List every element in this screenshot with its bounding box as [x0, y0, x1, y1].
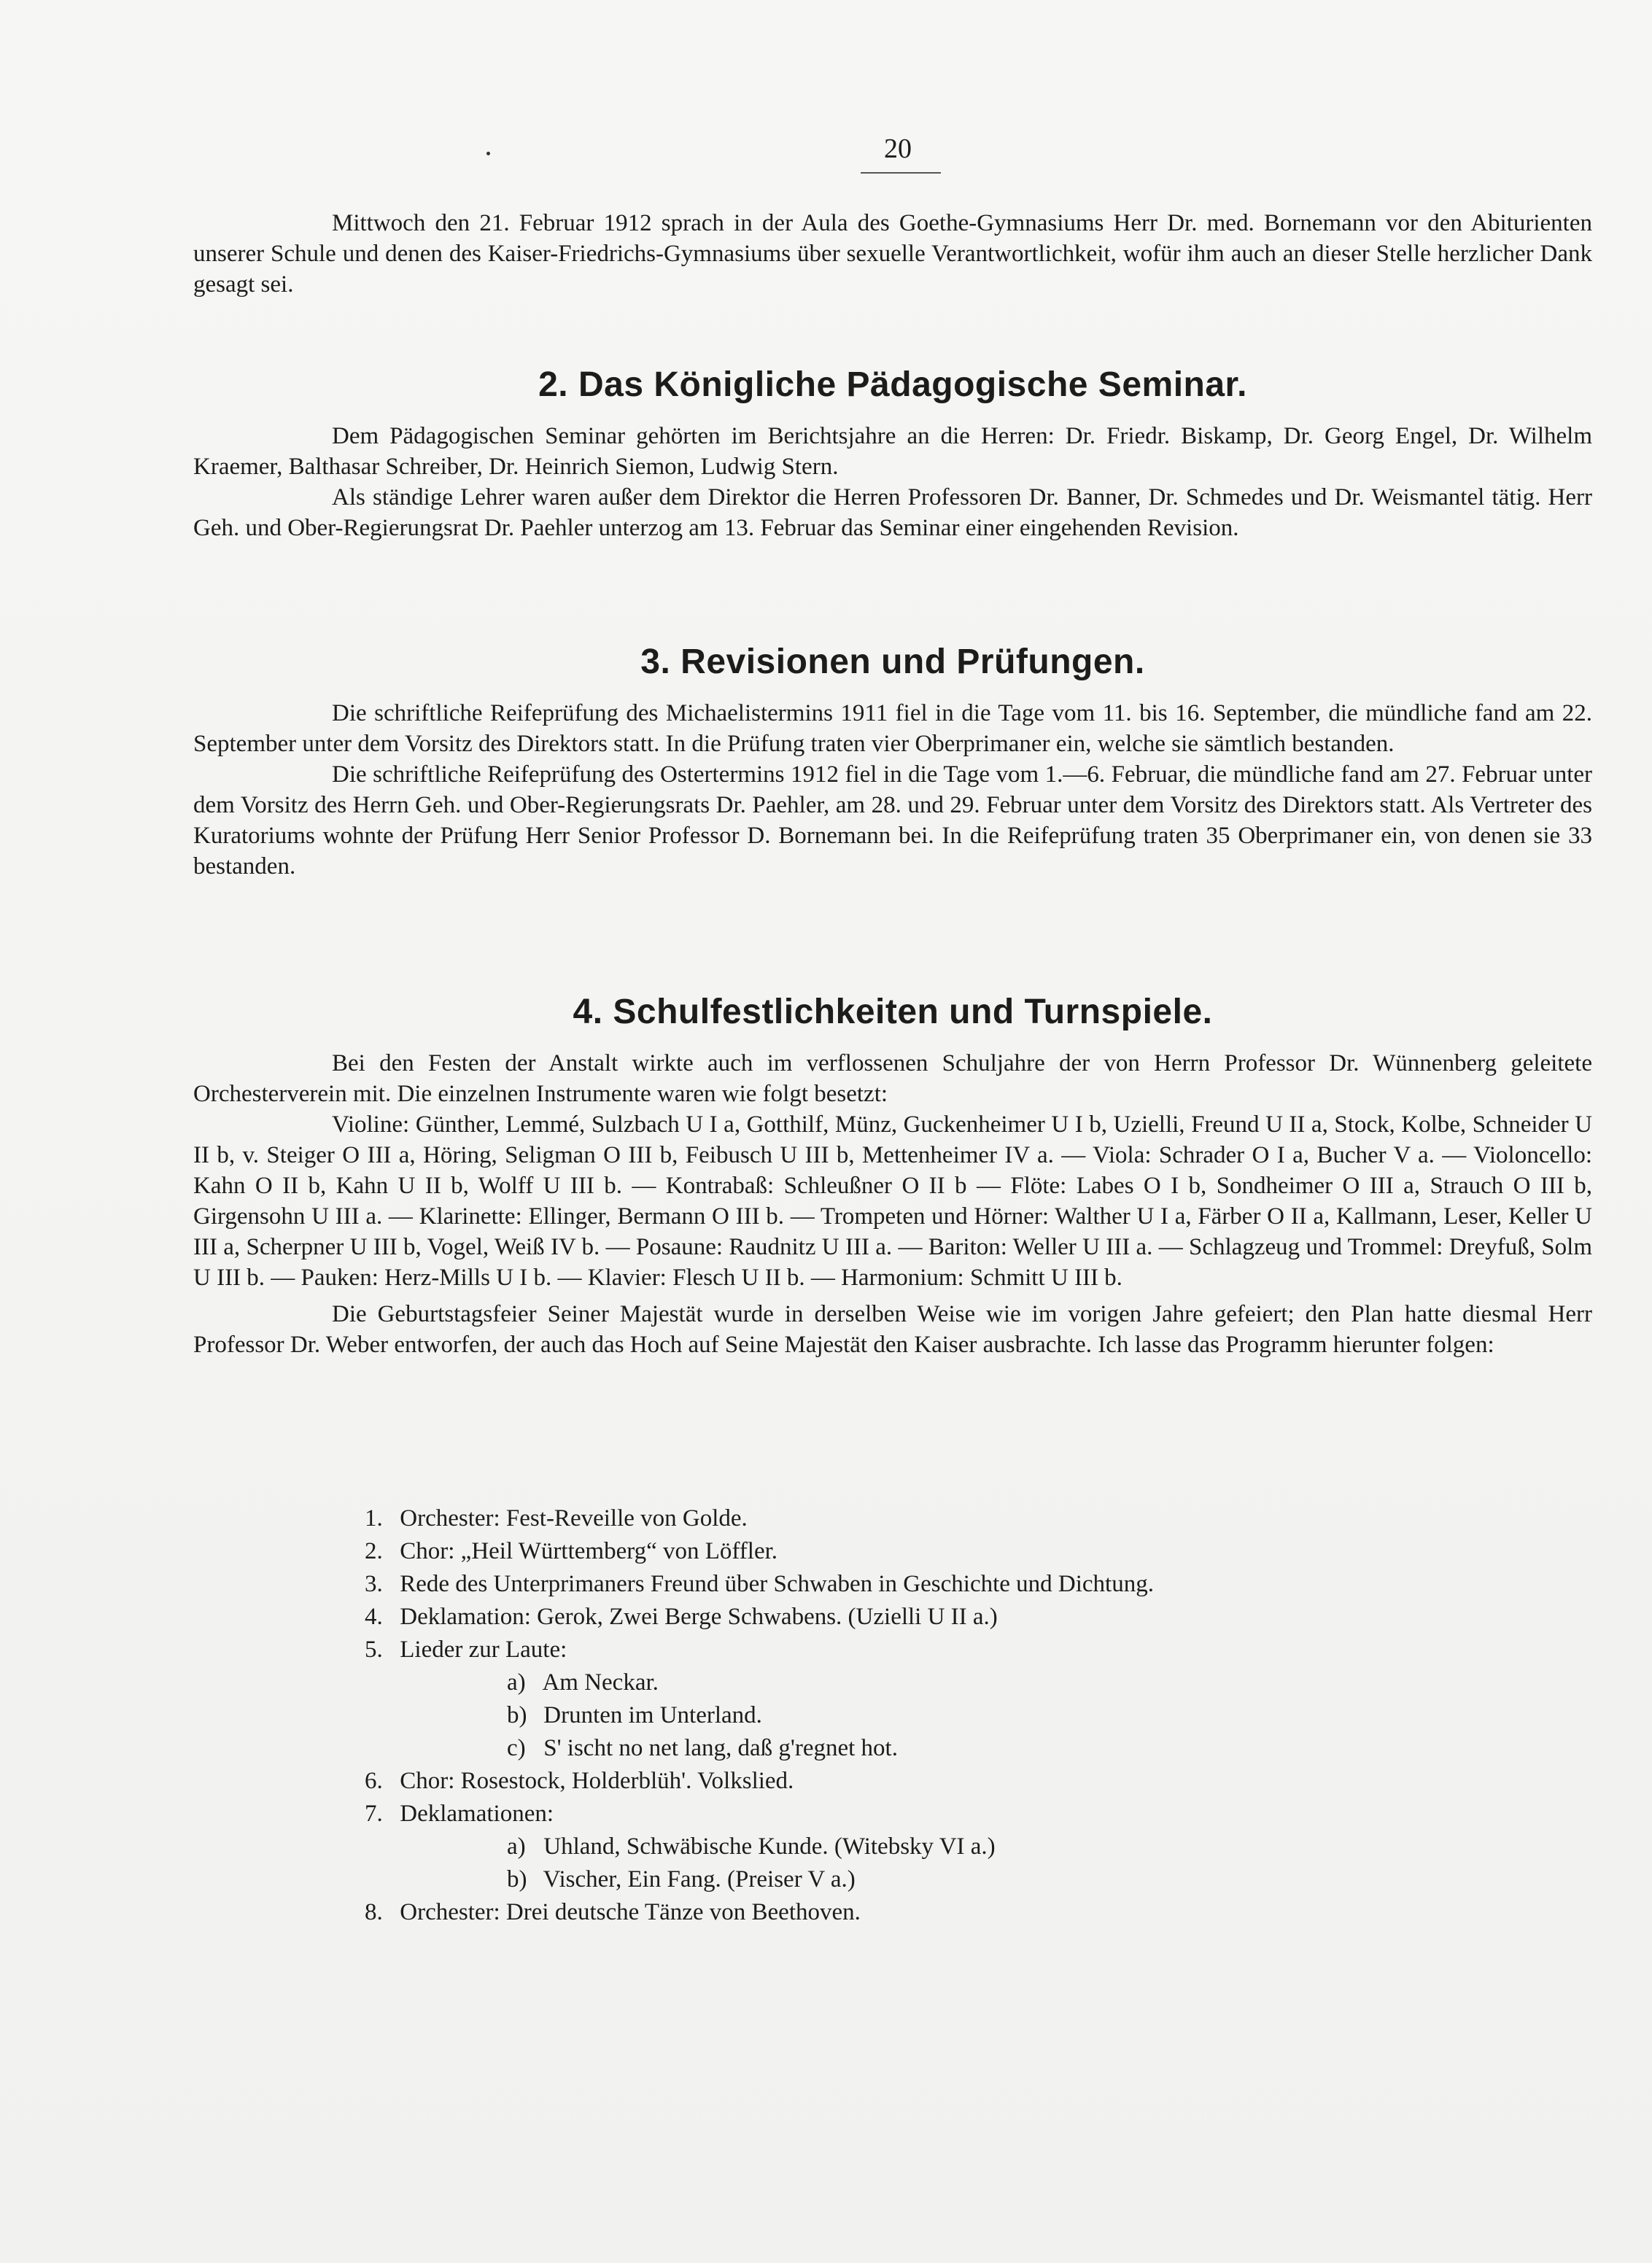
program-item-number: 1.	[365, 1505, 383, 1532]
program-subitem-text: Vischer, Ein Fang. (Preiser V a.)	[543, 1866, 856, 1893]
program-item-text: Lieder zur Laute:	[400, 1637, 567, 1663]
program-item-text: Chor: Rosestock, Holderblüh'. Volkslied.	[400, 1768, 794, 1794]
schulfest-paragraph-orchestra: Bei den Festen der Anstalt wirkte auch im verflossenen Schuljahre der von Herrn Professor Dr. Wünnenberg geleitete Orchesterverein mit. Die einzelnen Instrumente waren wie folgt besetzt:	[193, 1050, 1592, 1107]
program-subitem-text: Drunten im Unterland.	[543, 1702, 762, 1728]
program-subitem	[365, 1732, 1386, 1765]
program-subitem	[365, 1666, 1386, 1699]
program-item-number: 4.	[365, 1604, 383, 1630]
program-list	[365, 1502, 1386, 1929]
intro-paragraph: Mittwoch den 21. Februar 1912 sprach in der Aula des Goethe-Gymnasiums Herr Dr. med. Bornemann vor den Abiturienten unserer Schule und denen des Kaiser-Friedrichs-Gymnasiums über sexuelle Verantwortlichkeit, wofür ihm auch an dieser Stelle herzlicher Dank gesagt sei.	[193, 210, 1592, 298]
program-item	[365, 1601, 1386, 1634]
program-subitem-letter: c)	[507, 1735, 526, 1761]
program-item-number: 2.	[365, 1538, 383, 1564]
program-item	[365, 1634, 1386, 1666]
page-number: 20	[884, 133, 912, 164]
program-item-text: Deklamation: Gerok, Zwei Berge Schwabens. (Uzielli U II a.)	[400, 1604, 998, 1630]
program-item-number: 6.	[365, 1768, 383, 1794]
program-item-number: 5.	[365, 1637, 383, 1663]
intro-block	[193, 208, 1592, 300]
program-item-number: 3.	[365, 1571, 383, 1597]
program-item-text: Orchester: Drei deutsche Tänze von Beethoven.	[400, 1899, 861, 1925]
program-subitem-letter: a)	[507, 1833, 526, 1860]
program-subitem-text: Am Neckar.	[542, 1669, 659, 1696]
revisionen-paragraph-michaelis: Die schriftliche Reifeprüfung des Michaelistermins 1911 fiel in die Tage vom 11. bis 16. September, die mündliche fand am 22. September unter dem Vorsitz des Direktors statt. In die Prüfung traten vier Oberprimaner ein, welche sie sämtlich bestanden.	[193, 700, 1592, 757]
seminar-paragraph-members: Dem Pädagogischen Seminar gehörten im Berichtsjahre an die Herren: Dr. Friedr. Biskamp, Dr. Georg Engel, Dr. Wilhelm Kraemer, Balthasar Schreiber, Dr. Heinrich Siemon, Ludwig Stern.	[193, 423, 1592, 480]
section-schulfest	[193, 992, 1592, 1360]
program-subitem	[365, 1863, 1386, 1896]
program-item	[365, 1896, 1386, 1929]
page-number-rule	[861, 172, 941, 174]
schulfest-paragraph-instruments: Violine: Günther, Lemmé, Sulzbach U I a, Gotthilf, Münz, Guckenheimer U I b, Uzielli, Freund U II a, Stock, Kolbe, Schneider U II b, v. Steiger O III a, Höring, Seligman O III b, Feibusch U III b, Mettenheimer IV a. — Viola: Schrader O I a, Bucher V a. — Violoncello: Kahn O II b, Kahn U II b, Wolff U III b. — Kontrabaß: Schleußner O II b — Flöte: Labes O I b, Sondheimer O III a, Strauch O III b, Girgensohn U III a. — Klarinette: Ellinger, Bermann O III b. — Trompeten und Hörner: Walther U I a, Färber O II a, Kallmann, Leser, Keller U III a, Scherpner U III b, Vogel, Weiß IV b. — Posaune: Raudnitz U III a. — Bariton: Weller U III a. — Schlagzeug und Trommel: Dreyfuß, Solm U III b. — Pauken: Herz-Mills U I b. — Klavier: Flesch U II b. — Harmonium: Schmitt U III b.	[193, 1111, 1592, 1291]
program-subitem-letter: b)	[507, 1866, 527, 1893]
section-heading-seminar: 2. Das Königliche Pädagogische Seminar.	[538, 365, 1247, 404]
section-heading-revisionen: 3. Revisionen und Prüfungen.	[640, 643, 1145, 681]
stray-dot	[486, 152, 490, 155]
program-subitem-text: S' ischt no net lang, daß g'regnet hot.	[543, 1735, 898, 1761]
program-item-text: Chor: „Heil Württemberg“ von Löffler.	[400, 1538, 778, 1564]
schulfest-paragraph-birthday: Die Geburtstagsfeier Seiner Majestät wurde in derselben Weise wie im vorigen Jahre gefeiert; den Plan hatte diesmal Herr Professor Dr. Weber entworfen, der auch das Hoch auf Seine Majestät den Kaiser ausbrachte. Ich lasse das Programm hierunter folgen:	[193, 1301, 1592, 1358]
program-subitem-letter: a)	[507, 1669, 526, 1696]
program-subitem	[365, 1699, 1386, 1732]
seminar-paragraph-teachers: Als ständige Lehrer waren außer dem Direktor die Herren Professoren Dr. Banner, Dr. Schmedes und Dr. Weismantel tätig. Herr Geh. und Ober-Regierungsrat Dr. Paehler unterzog am 13. Februar das Seminar einer eingehenden Revision.	[193, 484, 1592, 541]
program-item-text: Deklamationen:	[400, 1801, 554, 1827]
program-subitem	[365, 1831, 1386, 1863]
program-item	[365, 1502, 1386, 1535]
program-item-text: Rede des Unterprimaners Freund über Schwaben in Geschichte und Dichtung.	[400, 1571, 1154, 1597]
section-revisionen	[193, 642, 1592, 882]
program-item-number: 8.	[365, 1899, 383, 1925]
section-seminar	[193, 365, 1592, 543]
section-heading-schulfest: 4. Schulfestlichkeiten und Turnspiele.	[573, 993, 1213, 1031]
program-item-number: 7.	[365, 1801, 383, 1827]
program-subitem-letter: b)	[507, 1702, 527, 1728]
program-item	[365, 1765, 1386, 1798]
program-item	[365, 1535, 1386, 1568]
program-item	[365, 1798, 1386, 1831]
revisionen-paragraph-oster: Die schriftliche Reifeprüfung des Ostertermins 1912 fiel in die Tage vom 1.—6. Februar, die mündliche fand am 27. Februar unter dem Vorsitz des Herrn Geh. und Ober-Regierungsrats Dr. Paehler, am 28. und 29. Februar unter dem Vorsitz des Direktors statt. Als Vertreter des Kuratoriums wohnte der Prüfung Herr Senior Professor D. Bornemann bei. In die Reifeprüfung traten 35 Oberprimaner ein, von denen sie 33 bestanden.	[193, 761, 1592, 880]
program-item-text: Orchester: Fest-Reveille von Golde.	[400, 1505, 748, 1532]
program-item	[365, 1568, 1386, 1601]
program-subitem-text: Uhland, Schwäbische Kunde. (Witebsky VI a.)	[543, 1833, 996, 1860]
